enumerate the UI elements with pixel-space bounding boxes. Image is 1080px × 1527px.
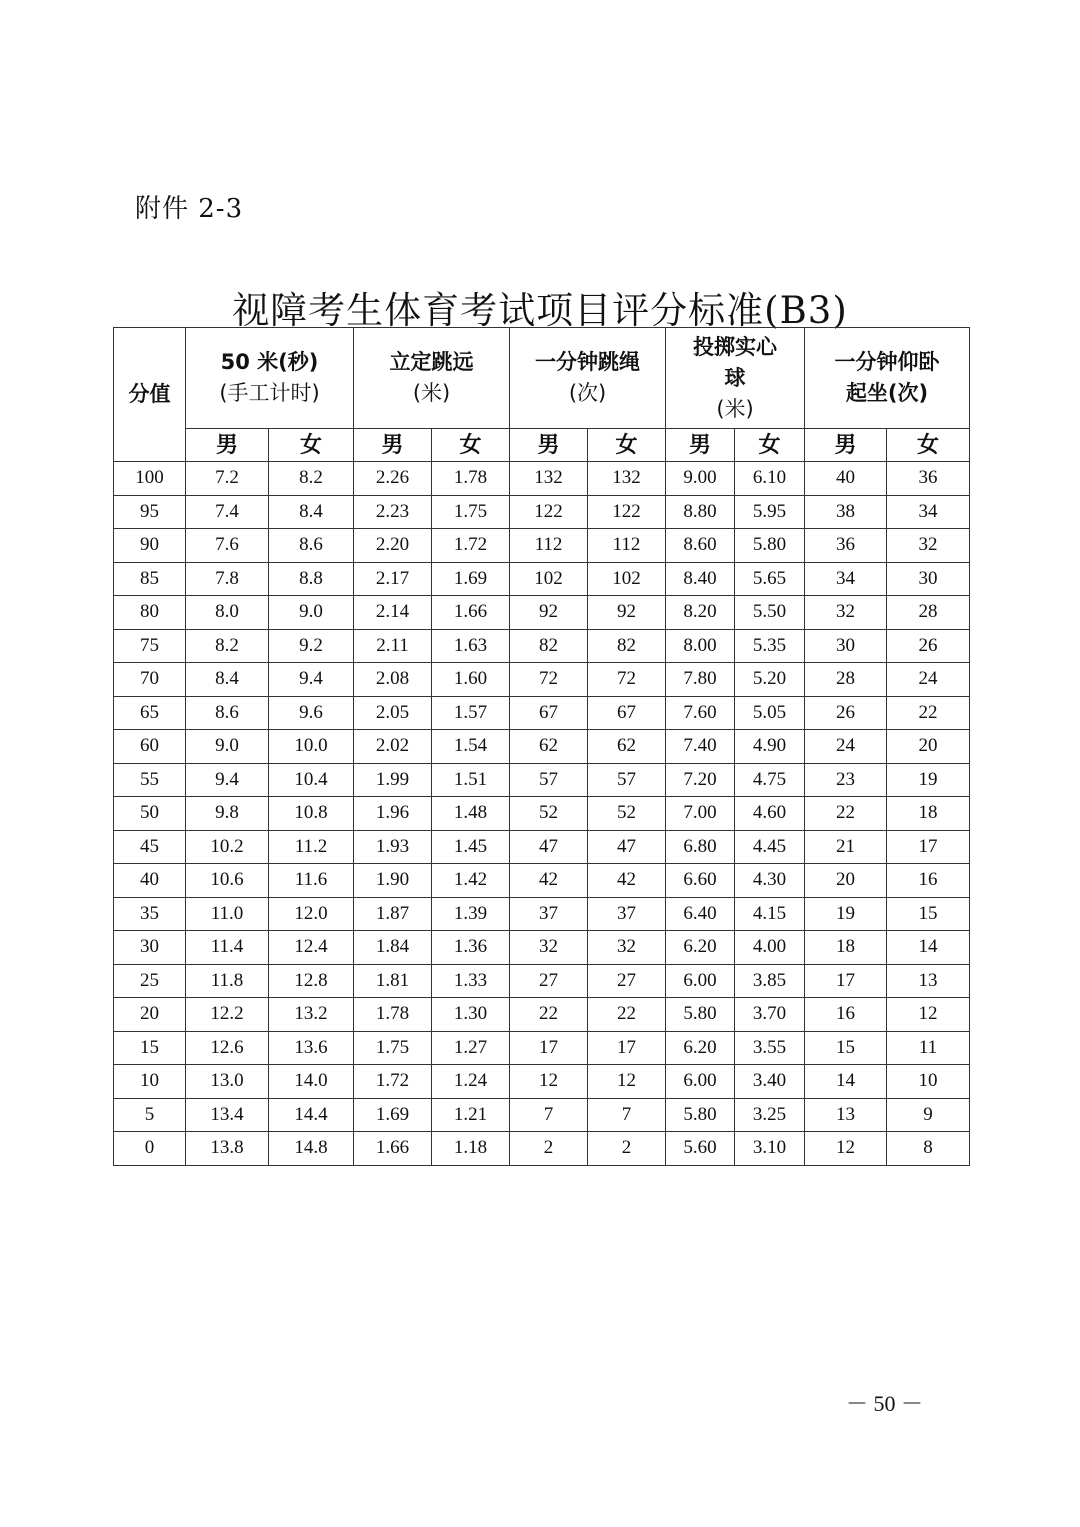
cell-rope-female: 42 — [588, 864, 666, 898]
cell-sprint-female: 13.2 — [269, 998, 354, 1032]
cell-ball-male: 6.80 — [666, 830, 735, 864]
cell-long-jump-female: 1.36 — [432, 931, 510, 965]
attachment-label: 附件 2-3 — [135, 194, 244, 224]
cell-sprint-male: 12.6 — [186, 1031, 269, 1065]
cell-situp-male: 17 — [805, 964, 887, 998]
cell-rope-male: 82 — [510, 629, 588, 663]
cell-long-jump-male: 1.66 — [354, 1132, 432, 1166]
cell-rope-male: 122 — [510, 495, 588, 529]
cell-ball-male: 6.60 — [666, 864, 735, 898]
cell-situp-female: 12 — [887, 998, 970, 1032]
cell-sprint-female: 10.4 — [269, 763, 354, 797]
cell-ball-male: 8.20 — [666, 596, 735, 630]
cell-rope-male: 37 — [510, 897, 588, 931]
cell-rope-male: 57 — [510, 763, 588, 797]
cell-situp-male: 19 — [805, 897, 887, 931]
cell-ball-female: 4.30 — [735, 864, 805, 898]
cell-sprint-male: 7.8 — [186, 562, 269, 596]
cell-situp-male: 34 — [805, 562, 887, 596]
cell-ball-male: 6.20 — [666, 931, 735, 965]
cell-sprint-male: 13.4 — [186, 1098, 269, 1132]
cell-rope-female: 27 — [588, 964, 666, 998]
header-situp — [805, 328, 970, 429]
cell-rope-female: 17 — [588, 1031, 666, 1065]
cell-sprint-female: 11.2 — [269, 830, 354, 864]
cell-sprint-female: 9.2 — [269, 629, 354, 663]
cell-situp-female: 11 — [887, 1031, 970, 1065]
cell-long-jump-female: 1.69 — [432, 562, 510, 596]
cell-situp-male: 26 — [805, 696, 887, 730]
header-sprint-line2: (手工计时) — [219, 381, 320, 405]
cell-rope-male: 62 — [510, 730, 588, 764]
cell-ball-male: 5.80 — [666, 1098, 735, 1132]
cell-score: 30 — [114, 931, 186, 965]
header-situp-female: 女 — [887, 429, 970, 462]
cell-rope-female: 12 — [588, 1065, 666, 1099]
cell-sprint-female: 14.8 — [269, 1132, 354, 1166]
cell-ball-male: 7.00 — [666, 797, 735, 831]
cell-score: 35 — [114, 897, 186, 931]
cell-situp-female: 22 — [887, 696, 970, 730]
header-ball-line3: (米) — [716, 396, 754, 421]
cell-score: 90 — [114, 529, 186, 563]
cell-ball-female: 3.70 — [735, 998, 805, 1032]
cell-ball-male: 7.60 — [666, 696, 735, 730]
table-row — [114, 797, 970, 831]
cell-sprint-male: 8.0 — [186, 596, 269, 630]
header-sprint-line1: 50 米(秒) — [220, 350, 319, 374]
cell-long-jump-male: 2.05 — [354, 696, 432, 730]
cell-long-jump-male: 2.26 — [354, 462, 432, 496]
cell-ball-female: 3.85 — [735, 964, 805, 998]
table-row — [114, 1065, 970, 1099]
cell-ball-female: 3.55 — [735, 1031, 805, 1065]
header-rope-male: 男 — [510, 429, 588, 462]
cell-situp-female: 30 — [887, 562, 970, 596]
cell-situp-female: 28 — [887, 596, 970, 630]
cell-long-jump-female: 1.57 — [432, 696, 510, 730]
cell-ball-male: 8.80 — [666, 495, 735, 529]
header-long-jump-line1: 立定跳远 — [389, 350, 474, 374]
header-long-jump-female: 女 — [432, 429, 510, 462]
cell-rope-male: 102 — [510, 562, 588, 596]
header-situp-male: 男 — [805, 429, 887, 462]
cell-ball-female: 4.45 — [735, 830, 805, 864]
cell-sprint-male: 9.8 — [186, 797, 269, 831]
cell-rope-female: 92 — [588, 596, 666, 630]
cell-rope-female: 122 — [588, 495, 666, 529]
cell-score: 85 — [114, 562, 186, 596]
cell-ball-female: 5.65 — [735, 562, 805, 596]
cell-situp-male: 14 — [805, 1065, 887, 1099]
table-row — [114, 1132, 970, 1166]
cell-situp-female: 8 — [887, 1132, 970, 1166]
cell-situp-male: 15 — [805, 1031, 887, 1065]
cell-sprint-male: 7.4 — [186, 495, 269, 529]
cell-score: 65 — [114, 696, 186, 730]
page-title: 视障考生体育考试项目评分标准(B3) — [232, 289, 848, 332]
cell-sprint-female: 8.8 — [269, 562, 354, 596]
cell-sprint-male: 8.2 — [186, 629, 269, 663]
cell-sprint-female: 12.8 — [269, 964, 354, 998]
cell-sprint-female: 9.6 — [269, 696, 354, 730]
header-sprint-female: 女 — [269, 429, 354, 462]
cell-long-jump-male: 1.93 — [354, 830, 432, 864]
table-row — [114, 830, 970, 864]
cell-ball-male: 6.20 — [666, 1031, 735, 1065]
header-ball-female: 女 — [735, 429, 805, 462]
score-rows — [114, 462, 970, 1166]
cell-rope-male: 132 — [510, 462, 588, 496]
cell-long-jump-male: 2.08 — [354, 663, 432, 697]
cell-ball-female: 4.00 — [735, 931, 805, 965]
cell-score: 15 — [114, 1031, 186, 1065]
cell-score: 55 — [114, 763, 186, 797]
cell-long-jump-female: 1.51 — [432, 763, 510, 797]
cell-sprint-male: 10.6 — [186, 864, 269, 898]
cell-rope-male: 7 — [510, 1098, 588, 1132]
cell-score: 95 — [114, 495, 186, 529]
cell-rope-female: 102 — [588, 562, 666, 596]
cell-long-jump-male: 1.75 — [354, 1031, 432, 1065]
table-row — [114, 596, 970, 630]
cell-score: 5 — [114, 1098, 186, 1132]
cell-situp-female: 18 — [887, 797, 970, 831]
cell-ball-female: 6.10 — [735, 462, 805, 496]
table-row — [114, 1031, 970, 1065]
table-row — [114, 495, 970, 529]
cell-score: 45 — [114, 830, 186, 864]
cell-situp-female: 19 — [887, 763, 970, 797]
cell-situp-male: 36 — [805, 529, 887, 563]
cell-long-jump-female: 1.60 — [432, 663, 510, 697]
cell-situp-male: 18 — [805, 931, 887, 965]
cell-sprint-male: 9.0 — [186, 730, 269, 764]
cell-ball-female: 3.40 — [735, 1065, 805, 1099]
cell-situp-female: 10 — [887, 1065, 970, 1099]
cell-ball-male: 9.00 — [666, 462, 735, 496]
cell-sprint-male: 11.4 — [186, 931, 269, 965]
cell-long-jump-female: 1.66 — [432, 596, 510, 630]
cell-situp-female: 34 — [887, 495, 970, 529]
cell-sprint-female: 12.0 — [269, 897, 354, 931]
cell-situp-female: 36 — [887, 462, 970, 496]
header-long-jump — [354, 328, 510, 429]
header-sprint — [186, 328, 354, 429]
cell-rope-male: 92 — [510, 596, 588, 630]
cell-long-jump-female: 1.39 — [432, 897, 510, 931]
header-rope-female: 女 — [588, 429, 666, 462]
cell-long-jump-female: 1.45 — [432, 830, 510, 864]
cell-rope-female: 62 — [588, 730, 666, 764]
cell-score: 20 — [114, 998, 186, 1032]
cell-situp-female: 17 — [887, 830, 970, 864]
cell-ball-male: 5.60 — [666, 1132, 735, 1166]
cell-situp-male: 32 — [805, 596, 887, 630]
cell-situp-male: 40 — [805, 462, 887, 496]
table-row — [114, 529, 970, 563]
cell-ball-female: 5.95 — [735, 495, 805, 529]
table-row — [114, 931, 970, 965]
cell-ball-female: 4.90 — [735, 730, 805, 764]
cell-rope-female: 32 — [588, 931, 666, 965]
cell-ball-female: 5.20 — [735, 663, 805, 697]
cell-ball-female: 4.60 — [735, 797, 805, 831]
cell-long-jump-female: 1.48 — [432, 797, 510, 831]
cell-long-jump-male: 1.69 — [354, 1098, 432, 1132]
table-row — [114, 562, 970, 596]
cell-rope-male: 32 — [510, 931, 588, 965]
cell-long-jump-male: 2.23 — [354, 495, 432, 529]
cell-ball-female: 5.05 — [735, 696, 805, 730]
scoring-table — [113, 327, 970, 1166]
cell-long-jump-female: 1.27 — [432, 1031, 510, 1065]
header-situp-line2: 起坐(次) — [845, 381, 929, 405]
cell-long-jump-female: 1.33 — [432, 964, 510, 998]
cell-rope-male: 22 — [510, 998, 588, 1032]
cell-long-jump-female: 1.72 — [432, 529, 510, 563]
cell-situp-female: 24 — [887, 663, 970, 697]
cell-sprint-male: 12.2 — [186, 998, 269, 1032]
cell-long-jump-male: 2.02 — [354, 730, 432, 764]
cell-situp-male: 16 — [805, 998, 887, 1032]
cell-score: 60 — [114, 730, 186, 764]
cell-situp-male: 23 — [805, 763, 887, 797]
table-row — [114, 864, 970, 898]
cell-long-jump-male: 1.81 — [354, 964, 432, 998]
cell-sprint-male: 13.8 — [186, 1132, 269, 1166]
cell-situp-male: 28 — [805, 663, 887, 697]
cell-situp-female: 15 — [887, 897, 970, 931]
table-row — [114, 696, 970, 730]
cell-long-jump-male: 1.72 — [354, 1065, 432, 1099]
cell-situp-female: 26 — [887, 629, 970, 663]
cell-rope-male: 52 — [510, 797, 588, 831]
cell-ball-male: 7.20 — [666, 763, 735, 797]
cell-long-jump-female: 1.75 — [432, 495, 510, 529]
cell-situp-male: 13 — [805, 1098, 887, 1132]
cell-long-jump-male: 1.90 — [354, 864, 432, 898]
cell-ball-male: 7.80 — [666, 663, 735, 697]
cell-rope-female: 47 — [588, 830, 666, 864]
cell-sprint-female: 11.6 — [269, 864, 354, 898]
cell-situp-female: 9 — [887, 1098, 970, 1132]
table-row — [114, 629, 970, 663]
cell-sprint-female: 8.2 — [269, 462, 354, 496]
cell-rope-male: 12 — [510, 1065, 588, 1099]
table-row — [114, 964, 970, 998]
cell-ball-male: 8.60 — [666, 529, 735, 563]
cell-sprint-female: 10.0 — [269, 730, 354, 764]
cell-sprint-female: 13.6 — [269, 1031, 354, 1065]
header-sprint-male: 男 — [186, 429, 269, 462]
cell-sprint-female: 9.4 — [269, 663, 354, 697]
cell-ball-female: 4.15 — [735, 897, 805, 931]
cell-situp-female: 32 — [887, 529, 970, 563]
cell-ball-male: 7.40 — [666, 730, 735, 764]
cell-long-jump-female: 1.54 — [432, 730, 510, 764]
cell-rope-female: 2 — [588, 1132, 666, 1166]
cell-score: 10 — [114, 1065, 186, 1099]
cell-ball-female: 5.35 — [735, 629, 805, 663]
cell-long-jump-male: 2.11 — [354, 629, 432, 663]
cell-situp-female: 13 — [887, 964, 970, 998]
cell-rope-male: 27 — [510, 964, 588, 998]
cell-rope-male: 2 — [510, 1132, 588, 1166]
cell-score: 40 — [114, 864, 186, 898]
cell-ball-female: 4.75 — [735, 763, 805, 797]
cell-situp-male: 38 — [805, 495, 887, 529]
cell-ball-male: 8.00 — [666, 629, 735, 663]
cell-sprint-female: 9.0 — [269, 596, 354, 630]
cell-sprint-female: 8.4 — [269, 495, 354, 529]
cell-ball-female: 3.10 — [735, 1132, 805, 1166]
cell-rope-female: 112 — [588, 529, 666, 563]
header-ball — [666, 328, 805, 429]
cell-rope-male: 42 — [510, 864, 588, 898]
cell-rope-male: 17 — [510, 1031, 588, 1065]
cell-score: 0 — [114, 1132, 186, 1166]
table-row — [114, 663, 970, 697]
cell-sprint-male: 13.0 — [186, 1065, 269, 1099]
cell-score: 100 — [114, 462, 186, 496]
cell-rope-female: 22 — [588, 998, 666, 1032]
table-row — [114, 998, 970, 1032]
header-long-jump-line2: (米) — [412, 381, 451, 405]
cell-sprint-female: 14.0 — [269, 1065, 354, 1099]
cell-rope-male: 67 — [510, 696, 588, 730]
cell-long-jump-female: 1.21 — [432, 1098, 510, 1132]
cell-long-jump-male: 2.17 — [354, 562, 432, 596]
cell-long-jump-male: 2.20 — [354, 529, 432, 563]
cell-rope-male: 47 — [510, 830, 588, 864]
header-rope — [510, 328, 666, 429]
cell-ball-male: 5.80 — [666, 998, 735, 1032]
table-row — [114, 730, 970, 764]
cell-sprint-male: 11.0 — [186, 897, 269, 931]
cell-sprint-female: 12.4 — [269, 931, 354, 965]
cell-sprint-female: 8.6 — [269, 529, 354, 563]
cell-long-jump-female: 1.63 — [432, 629, 510, 663]
cell-long-jump-male: 1.99 — [354, 763, 432, 797]
cell-ball-female: 3.25 — [735, 1098, 805, 1132]
header-long-jump-male: 男 — [354, 429, 432, 462]
cell-situp-female: 20 — [887, 730, 970, 764]
cell-sprint-male: 8.4 — [186, 663, 269, 697]
cell-rope-female: 7 — [588, 1098, 666, 1132]
cell-score: 80 — [114, 596, 186, 630]
cell-situp-male: 22 — [805, 797, 887, 831]
cell-long-jump-male: 1.87 — [354, 897, 432, 931]
cell-sprint-female: 14.4 — [269, 1098, 354, 1132]
cell-situp-female: 16 — [887, 864, 970, 898]
cell-sprint-male: 7.6 — [186, 529, 269, 563]
cell-rope-female: 52 — [588, 797, 666, 831]
cell-long-jump-male: 1.78 — [354, 998, 432, 1032]
cell-rope-female: 82 — [588, 629, 666, 663]
cell-sprint-male: 7.2 — [186, 462, 269, 496]
header-rope-line2: (次) — [568, 381, 607, 405]
cell-situp-male: 20 — [805, 864, 887, 898]
cell-rope-male: 112 — [510, 529, 588, 563]
cell-ball-female: 5.50 — [735, 596, 805, 630]
cell-sprint-male: 11.8 — [186, 964, 269, 998]
cell-ball-male: 6.40 — [666, 897, 735, 931]
page-number: － 50 － — [846, 1391, 924, 1416]
cell-situp-female: 14 — [887, 931, 970, 965]
cell-rope-female: 132 — [588, 462, 666, 496]
cell-long-jump-male: 2.14 — [354, 596, 432, 630]
cell-ball-male: 8.40 — [666, 562, 735, 596]
header-rope-line1: 一分钟跳绳 — [535, 350, 641, 374]
header-ball-line2: 球 — [724, 365, 746, 390]
cell-score: 70 — [114, 663, 186, 697]
cell-long-jump-female: 1.30 — [432, 998, 510, 1032]
header-situp-line1: 一分钟仰卧 — [834, 350, 940, 374]
cell-long-jump-male: 1.84 — [354, 931, 432, 965]
cell-rope-male: 72 — [510, 663, 588, 697]
table-row — [114, 763, 970, 797]
cell-situp-male: 21 — [805, 830, 887, 864]
cell-sprint-male: 9.4 — [186, 763, 269, 797]
header-score: 分值 — [114, 328, 186, 462]
cell-long-jump-female: 1.24 — [432, 1065, 510, 1099]
cell-situp-male: 24 — [805, 730, 887, 764]
header-ball-line1: 投掷实心 — [693, 334, 778, 359]
cell-score: 50 — [114, 797, 186, 831]
cell-situp-male: 12 — [805, 1132, 887, 1166]
cell-rope-female: 67 — [588, 696, 666, 730]
cell-ball-male: 6.00 — [666, 1065, 735, 1099]
cell-rope-female: 72 — [588, 663, 666, 697]
cell-ball-female: 5.80 — [735, 529, 805, 563]
cell-long-jump-female: 1.78 — [432, 462, 510, 496]
cell-long-jump-female: 1.42 — [432, 864, 510, 898]
cell-sprint-male: 8.6 — [186, 696, 269, 730]
header-ball-male: 男 — [666, 429, 735, 462]
cell-rope-female: 37 — [588, 897, 666, 931]
cell-long-jump-female: 1.18 — [432, 1132, 510, 1166]
cell-score: 75 — [114, 629, 186, 663]
cell-ball-male: 6.00 — [666, 964, 735, 998]
cell-situp-male: 30 — [805, 629, 887, 663]
table-row — [114, 462, 970, 496]
cell-sprint-female: 10.8 — [269, 797, 354, 831]
cell-rope-female: 57 — [588, 763, 666, 797]
table-row — [114, 897, 970, 931]
table-row — [114, 1098, 970, 1132]
cell-sprint-male: 10.2 — [186, 830, 269, 864]
cell-score: 25 — [114, 964, 186, 998]
cell-long-jump-male: 1.96 — [354, 797, 432, 831]
